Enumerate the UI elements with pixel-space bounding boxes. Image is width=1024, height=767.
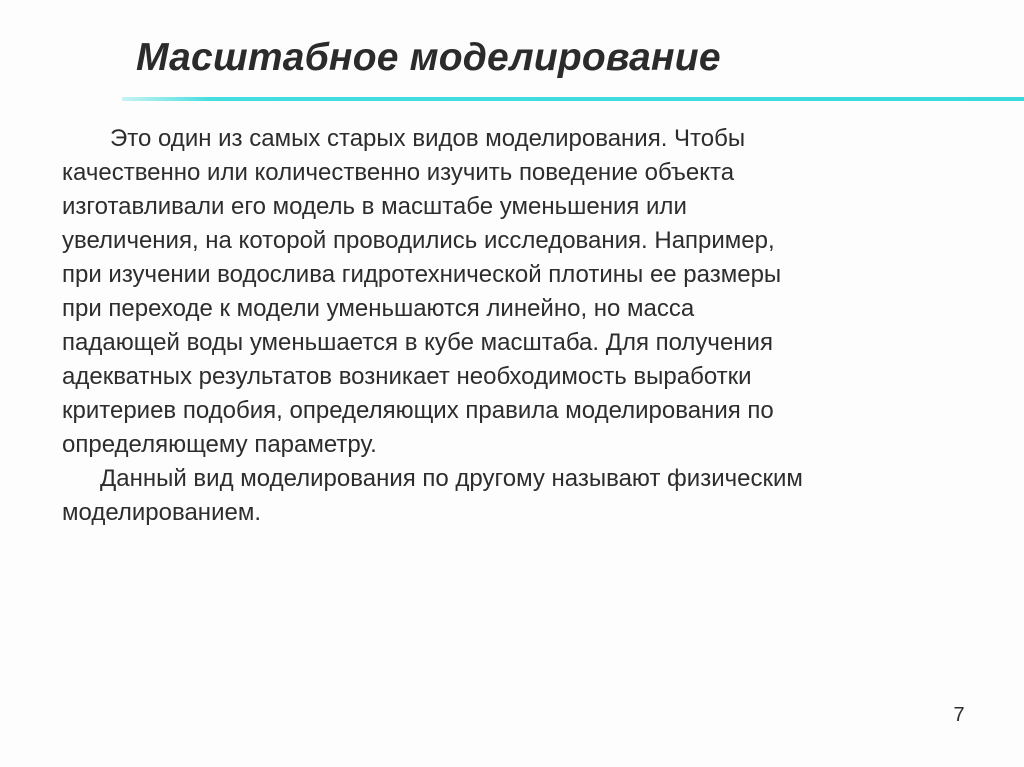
title-underline bbox=[122, 97, 1024, 101]
body-line: Это один из самых старых видов моделирования. Чтобы bbox=[110, 125, 746, 152]
slide-body bbox=[62, 122, 962, 530]
body-line: Данный вид моделирования по другому называют физическим bbox=[100, 465, 803, 492]
body-line: падающей воды уменьшается в кубе масштаба. Для получения bbox=[62, 329, 773, 356]
body-line: увеличения, на которой проводились исследования. Например, bbox=[62, 227, 775, 254]
body-line: определяющему параметру. bbox=[62, 431, 377, 458]
paragraph-physical-modeling bbox=[62, 462, 962, 530]
body-line: моделированием. bbox=[62, 499, 261, 526]
slide-title: Масштабное моделирование bbox=[136, 36, 721, 79]
body-line: критериев подобия, определяющих правила моделирования по bbox=[62, 397, 774, 424]
body-line: адекватных результатов возникает необходимость выработки bbox=[62, 363, 752, 390]
body-line: при переходе к модели уменьшаются линейно, но масса bbox=[62, 295, 695, 322]
body-line: изготавливали его модель в масштабе уменьшения или bbox=[62, 193, 687, 220]
body-line: качественно или количественно изучить поведение объекта bbox=[62, 159, 735, 186]
body-line: при изучении водослива гидротехнической плотины ее размеры bbox=[62, 261, 782, 288]
page-number: 7 bbox=[953, 704, 965, 726]
paragraph-scale-modeling bbox=[62, 122, 962, 462]
